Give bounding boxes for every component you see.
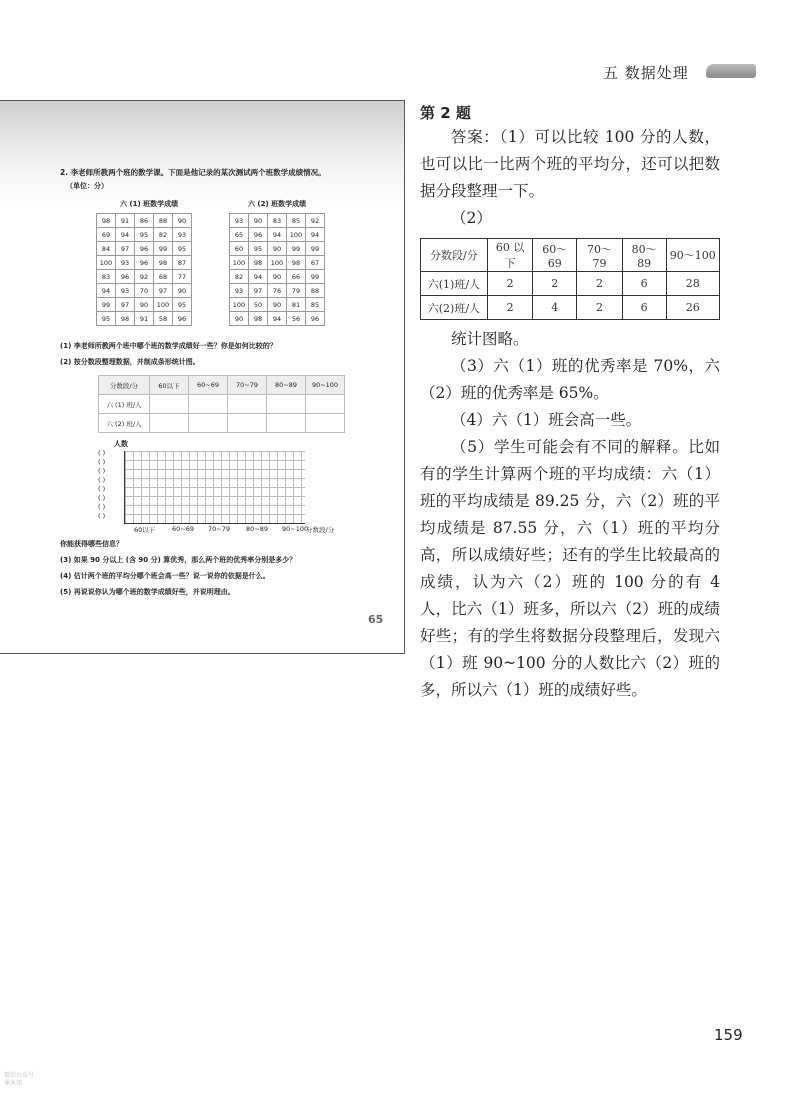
count-cell: 2	[577, 296, 623, 320]
answer-p5: （4）六（1）班会高一些。	[451, 411, 642, 429]
score-cell: 90	[173, 214, 192, 228]
score-cell: 91	[116, 214, 135, 228]
score-cell: 90	[135, 298, 154, 312]
class2-score-table	[229, 213, 325, 326]
score-cell: 81	[287, 298, 306, 312]
count-cell: 2	[487, 296, 533, 320]
textbook-page-scan	[0, 100, 405, 654]
score-cell: 93	[230, 214, 249, 228]
score-cell: 96	[135, 256, 154, 270]
table-row	[97, 242, 192, 256]
score-cell: 96	[249, 228, 268, 242]
count-cell: 6	[622, 296, 666, 320]
score-cell: 98	[287, 256, 306, 270]
score-cell: 88	[154, 214, 173, 228]
chart-xtick: 80~89	[246, 525, 268, 533]
score-cell: 95	[97, 312, 116, 326]
empty-cell	[228, 395, 267, 414]
table-row	[230, 298, 325, 312]
table-row	[421, 296, 720, 320]
score-cell: 100	[230, 298, 249, 312]
score-cell: 96	[306, 312, 325, 326]
score-cell: 99	[154, 242, 173, 256]
score-cell: 90	[249, 214, 268, 228]
score-cell: 90	[268, 298, 287, 312]
table-row	[99, 395, 345, 414]
score-cell: 93	[230, 284, 249, 298]
row-label-cell: 六 (1) 班/人	[99, 395, 150, 414]
score-cell: 79	[287, 284, 306, 298]
score-cell: 93	[173, 228, 192, 242]
score-cell: 98	[97, 214, 116, 228]
score-cell: 98	[249, 312, 268, 326]
header-cell: 70～79	[577, 239, 623, 272]
row-label-cell: 六 (2) 班/人	[99, 414, 150, 433]
scan-question: 2. 李老师所教两个班的数学课。下面是他记录的某次测试两个班数学成绩情况。	[60, 168, 326, 177]
score-cell: 98	[116, 312, 135, 326]
table-row	[230, 228, 325, 242]
chart-xtick: 60~69	[172, 525, 194, 533]
count-cell: 6	[622, 272, 666, 296]
score-cell: 97	[116, 242, 135, 256]
header-cell: 90~100	[306, 376, 345, 395]
table-row	[230, 312, 325, 326]
chart-xtick: 60以下	[134, 526, 156, 534]
score-cell: 99	[287, 242, 306, 256]
row-label-cell: 六(2)班/人	[421, 296, 488, 320]
chart-ytick: ( )	[98, 476, 106, 484]
score-cell: 96	[173, 312, 192, 326]
table-row	[230, 242, 325, 256]
empty-cell	[267, 414, 306, 433]
chart-ylabel: 人数	[114, 440, 128, 448]
score-cell: 70	[135, 284, 154, 298]
watermark: 微信公众号 课本邦	[4, 1072, 35, 1087]
header-cell: 60以下	[150, 376, 189, 395]
score-cell: 92	[135, 270, 154, 284]
score-cell: 100	[268, 256, 287, 270]
score-cell: 94	[249, 270, 268, 284]
header-cell: 70~79	[228, 376, 267, 395]
score-cell: 85	[287, 214, 306, 228]
score-cell: 82	[154, 228, 173, 242]
header-cell: 80~89	[267, 376, 306, 395]
blank-bar-chart-grid	[124, 451, 305, 524]
score-cell: 94	[97, 284, 116, 298]
chart-ytick: ( )	[98, 503, 106, 511]
scan-q3: (3) 如果 90 分以上 (含 90 分) 算优秀，那么两个班的优秀率分别是多少？	[60, 556, 297, 564]
score-cell: 82	[230, 270, 249, 284]
table-row	[97, 228, 192, 242]
score-cell: 95	[249, 242, 268, 256]
scan-info: 你能获得哪些信息？	[60, 540, 123, 548]
scan-unit: （单位：分）	[66, 182, 108, 190]
table-row	[230, 214, 325, 228]
score-cell: 50	[249, 298, 268, 312]
empty-cell	[189, 395, 228, 414]
scan-q2: (2) 按分数段整理数据，并制成条形统计图。	[60, 358, 200, 366]
class1-score-table	[96, 213, 192, 326]
table-row	[97, 270, 192, 284]
table-row	[421, 272, 720, 296]
table-row	[97, 284, 192, 298]
class2-caption: 六 (2) 班数学成绩	[248, 200, 307, 208]
count-cell: 4	[533, 296, 577, 320]
score-cell: 77	[173, 270, 192, 284]
table-row	[230, 256, 325, 270]
score-cell: 92	[306, 214, 325, 228]
score-cell: 90	[173, 284, 192, 298]
score-cell: 68	[154, 270, 173, 284]
chart-xtick: 70~79	[208, 525, 230, 533]
table-header-row	[99, 376, 345, 395]
table-header-row	[421, 239, 720, 272]
header-cell: 90～100	[666, 239, 719, 272]
score-cell: 99	[306, 242, 325, 256]
scan-q5: (5) 再说说你认为哪个班的数学成绩好些，并说明理由。	[60, 588, 235, 596]
score-cell: 90	[268, 242, 287, 256]
score-cell: 94	[268, 228, 287, 242]
chart-ytick: ( )	[98, 458, 106, 466]
answer-frequency-table	[420, 238, 720, 320]
chart-ytick: ( )	[98, 512, 106, 520]
count-cell: 2	[487, 272, 533, 296]
score-cell: 100	[97, 256, 116, 270]
table-row	[99, 414, 345, 433]
score-cell: 99	[97, 298, 116, 312]
chart-ytick: ( )	[98, 467, 106, 475]
empty-cell	[306, 414, 345, 433]
row-label-cell: 六(1)班/人	[421, 272, 488, 296]
score-cell: 66	[287, 270, 306, 284]
score-cell: 90	[230, 312, 249, 326]
score-cell: 95	[173, 242, 192, 256]
class1-caption: 六 (1) 班数学成绩	[120, 200, 179, 208]
score-cell: 93	[116, 256, 135, 270]
score-cell: 94	[116, 228, 135, 242]
answer-p4: （3）六（1）班的优秀率是 70%，六（2）班的优秀率是 65%。	[420, 357, 720, 402]
table-row	[230, 270, 325, 284]
score-cell: 91	[135, 312, 154, 326]
header-cell: 60 以下	[487, 239, 533, 272]
count-cell: 2	[577, 272, 623, 296]
count-cell: 28	[666, 272, 719, 296]
empty-cell	[306, 395, 345, 414]
header-cell: 80～89	[622, 239, 666, 272]
table-row	[97, 256, 192, 270]
score-cell: 98	[249, 256, 268, 270]
score-cell: 86	[135, 214, 154, 228]
table-row	[230, 284, 325, 298]
score-cell: 67	[306, 256, 325, 270]
score-cell: 95	[135, 228, 154, 242]
score-cell: 94	[306, 228, 325, 242]
score-cell: 93	[116, 284, 135, 298]
scan-frequency-table	[98, 375, 345, 433]
score-cell: 90	[268, 270, 287, 284]
score-cell: 83	[268, 214, 287, 228]
score-cell: 97	[116, 298, 135, 312]
score-cell: 100	[230, 256, 249, 270]
header-cell: 分数段/分	[421, 239, 488, 272]
score-cell: 87	[173, 256, 192, 270]
table-row	[97, 298, 192, 312]
score-cell: 94	[268, 312, 287, 326]
score-cell: 97	[154, 284, 173, 298]
header-cell: 分数段/分	[99, 376, 150, 395]
table-row	[97, 312, 192, 326]
header-cell: 60～69	[533, 239, 577, 272]
score-cell: 76	[268, 284, 287, 298]
score-cell: 98	[154, 256, 173, 270]
chart-ytick: ( )	[98, 449, 106, 457]
score-cell: 85	[306, 298, 325, 312]
count-cell: 26	[666, 296, 719, 320]
empty-cell	[150, 414, 189, 433]
score-cell: 65	[230, 228, 249, 242]
score-cell: 83	[97, 270, 116, 284]
answer-title: 第 2 题	[420, 104, 471, 122]
score-cell: 96	[116, 270, 135, 284]
page-number: 159	[714, 1026, 743, 1044]
chart-xtick: 90~100	[282, 525, 309, 533]
header-cell: 60~69	[189, 376, 228, 395]
table-row	[97, 214, 192, 228]
answer-p2: （2）	[451, 209, 492, 227]
empty-cell	[228, 414, 267, 433]
score-cell: 84	[97, 242, 116, 256]
score-cell: 100	[287, 228, 306, 242]
score-cell: 95	[173, 298, 192, 312]
page-header	[0, 60, 800, 90]
chapter-tab-decoration	[706, 64, 756, 78]
empty-cell	[189, 414, 228, 433]
score-cell: 56	[287, 312, 306, 326]
score-cell: 60	[230, 242, 249, 256]
count-cell: 2	[533, 272, 577, 296]
chart-xunit: 分数段/分	[306, 526, 335, 534]
score-cell: 69	[97, 228, 116, 242]
score-cell: 88	[306, 284, 325, 298]
score-cell: 58	[154, 312, 173, 326]
chart-ytick: ( )	[98, 494, 106, 502]
empty-cell	[267, 395, 306, 414]
score-cell: 99	[306, 270, 325, 284]
answer-p1: 答案：（1）可以比较 100 分的人数，也可以比一比两个班的平均分，还可以把数据分段整理一下。	[420, 128, 720, 200]
score-cell: 97	[249, 284, 268, 298]
score-cell: 100	[154, 298, 173, 312]
scan-q4: (4) 估计两个班的平均分哪个班会高一些？说一说你的依据是什么。	[60, 572, 270, 580]
chart-ytick: ( )	[98, 485, 106, 493]
score-cell: 96	[135, 242, 154, 256]
chapter-title: 五 数据处理	[603, 64, 689, 82]
answer-p6: （5）学生可能会有不同的解释。比如有的学生计算两个班的平均成绩：六（1）班的平均成绩是 89.25 分，六（2）班的平均成绩是 87.55 分，六（1）班的平均分高，所以成绩好些；还有的学生比较最高的成绩，认为六（2）班的 100 分的有 4 人，比六（1）班多，所以六（2）班的成绩好些；有的学生将数据分段整理后，发现六（1）班 90~100 分的人数比六（2）班的多，所以六（1）班的成绩好些。	[420, 438, 720, 699]
scan-page-number: 65	[368, 613, 384, 626]
answer-p3: 统计图略。	[451, 330, 529, 348]
scan-q1: (1) 李老师所教两个班中哪个班的数学成绩好一些？你是如何比较的？	[60, 342, 277, 350]
answer-column	[420, 102, 720, 704]
empty-cell	[150, 395, 189, 414]
